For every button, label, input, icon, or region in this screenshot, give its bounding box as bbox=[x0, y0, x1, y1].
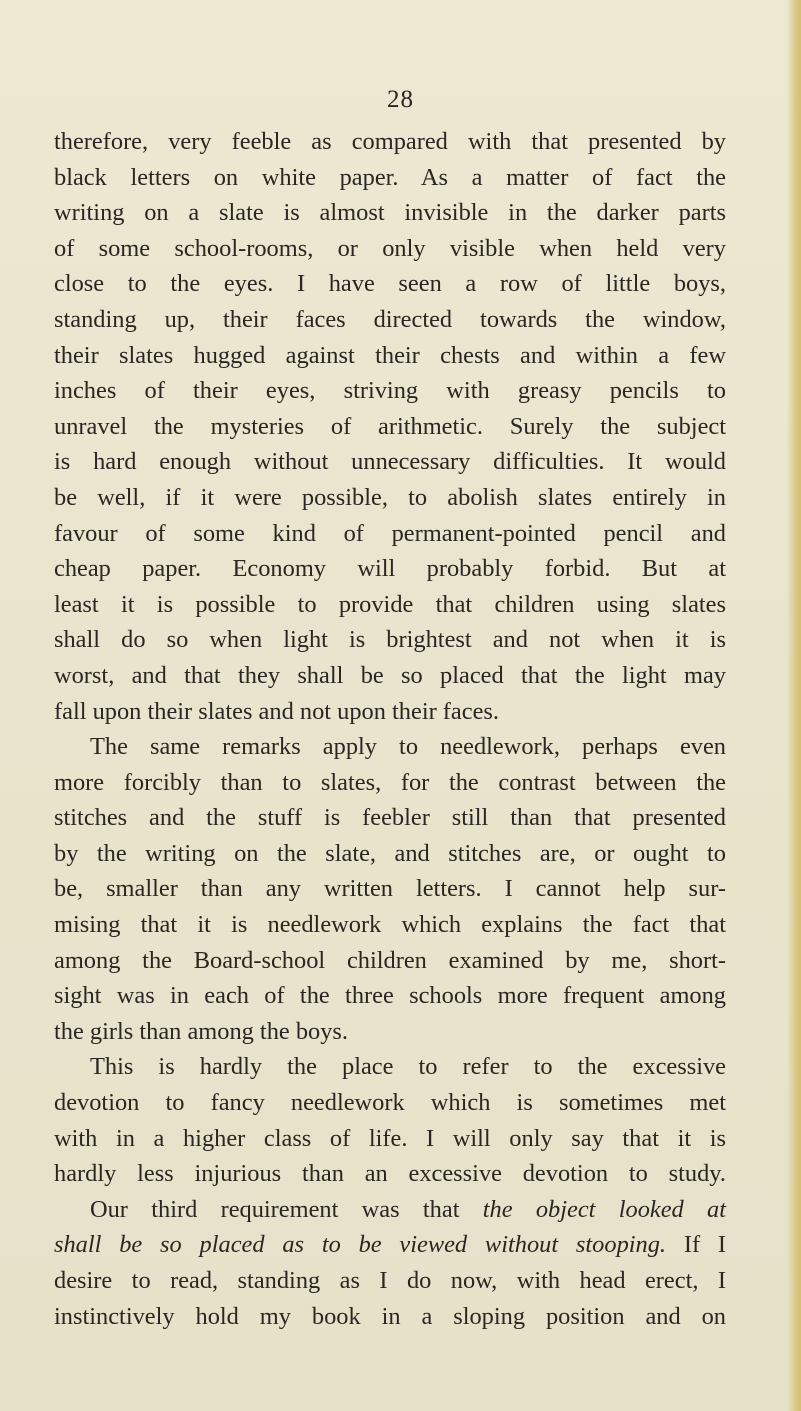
text-line: more forcibly than to slates, for the contrast between the bbox=[54, 768, 726, 796]
text-segment: Our third requirement was that bbox=[90, 1195, 483, 1223]
text-line: hardly less injurious than an excessive devotion to study. bbox=[54, 1160, 726, 1188]
text-line: writing on a slate is almost invisible in the darker parts bbox=[54, 199, 726, 227]
text-line: mising that it is needlework which explains the fact that bbox=[54, 911, 726, 939]
text-line: be, smaller than any written letters. I cannot help sur- bbox=[54, 875, 726, 903]
text-line: sight was in each of the three schools more frequent among bbox=[54, 982, 726, 1010]
text-line: devotion to fancy needlework which is sometimes met bbox=[54, 1089, 726, 1117]
text-line: stitches and the stuff is feebler still than that presented bbox=[54, 804, 726, 832]
italic-segment: the object looked at bbox=[482, 1195, 726, 1223]
paragraph-start-line: This is hardly the place to refer to the excessive bbox=[90, 1053, 726, 1081]
paragraph-start-line: The same remarks apply to needlework, perhaps even bbox=[90, 733, 726, 761]
text-line: cheap paper. Economy will probably forbid. But at bbox=[54, 555, 726, 583]
text-line: close to the eyes. I have seen a row of little boys, bbox=[54, 270, 726, 298]
text-line: fall upon their slates and not upon their faces. bbox=[54, 697, 499, 725]
text-line: among the Board-school children examined by me, short- bbox=[54, 946, 726, 974]
text-line: least it is possible to provide that children using slates bbox=[54, 590, 726, 618]
text-line: by the writing on the slate, and stitches are, or ought to bbox=[54, 839, 726, 867]
text-line: with in a higher class of life. I will only say that it is bbox=[54, 1124, 726, 1152]
paragraph-start-line bbox=[54, 1192, 726, 1228]
text-line bbox=[54, 1227, 726, 1263]
text-line: standing up, their faces directed towards the window, bbox=[54, 305, 726, 333]
body-text bbox=[54, 124, 726, 1334]
italic-segment: shall be so placed as to be viewed without stooping. bbox=[54, 1231, 667, 1259]
text-line: unravel the mysteries of arithmetic. Surely the subject bbox=[54, 412, 726, 440]
text-line: inches of their eyes, striving with greasy pencils to bbox=[54, 377, 726, 405]
text-line: of some school-rooms, or only visible when held very bbox=[54, 234, 726, 262]
text-line: the girls than among the boys. bbox=[54, 1017, 348, 1045]
text-line: their slates hugged against their chests and within a few bbox=[54, 341, 726, 369]
page-number: 28 bbox=[387, 86, 414, 113]
page-edge-shadow bbox=[787, 0, 801, 1411]
text-line: desire to read, standing as I do now, with head erect, I bbox=[54, 1267, 726, 1294]
text-line: instinctively hold my book in a sloping position and on bbox=[54, 1302, 726, 1330]
text-segment: If I bbox=[666, 1231, 726, 1259]
text-line: worst, and that they shall be so placed that the light may bbox=[54, 661, 726, 689]
text-line: therefore, very feeble as compared with that presented by bbox=[54, 128, 726, 155]
text-line: favour of some kind of permanent-pointed pencil and bbox=[54, 519, 726, 547]
text-line: shall do so when light is brightest and not when it is bbox=[54, 626, 726, 654]
text-line: be well, if it were possible, to abolish slates entirely in bbox=[54, 483, 726, 511]
text-line: black letters on white paper. As a matter of fact the bbox=[54, 163, 726, 191]
text-line: is hard enough without unnecessary difficulties. It would bbox=[54, 448, 726, 476]
